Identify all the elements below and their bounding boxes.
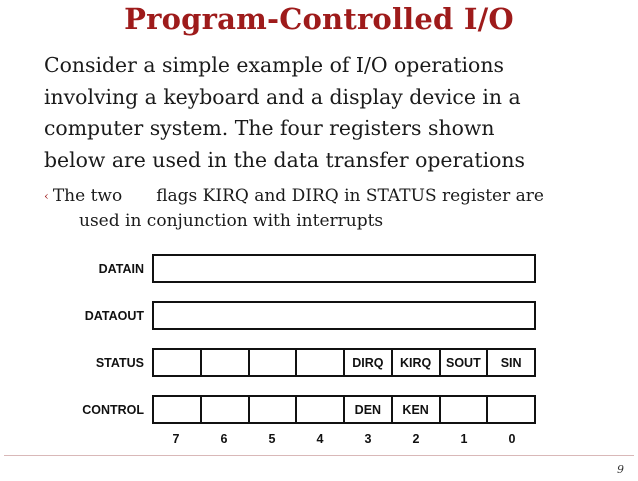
control-bit-2: KEN	[393, 397, 441, 422]
bit-number: 6	[220, 432, 228, 446]
bullet-item	[44, 186, 544, 206]
paragraph-line: below are used in the data transfer operations	[44, 147, 525, 172]
status-bit-2: KIRQ	[393, 350, 441, 375]
bullet-continuation: used in conjunction with interrupts	[79, 211, 384, 231]
bullet-text-end: flags KIRQ and DIRQ in STATUS register are	[156, 186, 544, 206]
paragraph-line: Consider a simple example of I/O operations	[44, 53, 504, 77]
intro-paragraph	[44, 50, 634, 176]
control-bit-0	[488, 397, 534, 422]
control-bit-4	[297, 397, 345, 422]
status-bit-6	[202, 350, 250, 375]
footer-divider	[4, 455, 634, 456]
bit-number: 5	[268, 432, 276, 446]
bit-number: 1	[460, 432, 468, 446]
bullet-text-start: The two	[52, 186, 123, 206]
bit-number: 3	[364, 432, 372, 446]
slide-title: Program-Controlled I/O	[124, 2, 514, 36]
status-bit-5	[250, 350, 298, 375]
status-label: STATUS	[95, 356, 144, 370]
status-bit-7	[154, 350, 202, 375]
status-register	[152, 348, 536, 377]
datain-label: DATAIN	[98, 262, 144, 276]
control-bit-7	[154, 397, 202, 422]
control-register	[152, 395, 536, 424]
status-bit-1: SOUT	[441, 350, 489, 375]
control-bit-1	[441, 397, 489, 422]
dataout-label: DATAOUT	[84, 309, 144, 323]
status-bit-3: DIRQ	[345, 350, 393, 375]
bit-number: 2	[412, 432, 420, 446]
datain-register	[152, 254, 536, 283]
control-bit-3: DEN	[345, 397, 393, 422]
dataout-register	[152, 301, 536, 330]
control-bit-6	[202, 397, 250, 422]
paragraph-line: involving a keyboard and a display device in a	[44, 84, 521, 109]
page-number: 9	[617, 463, 624, 476]
control-label: CONTROL	[82, 403, 144, 417]
bit-number: 4	[316, 432, 324, 446]
bit-number: 7	[172, 432, 180, 446]
bit-number: 0	[508, 432, 516, 446]
bit-number-row	[152, 432, 536, 446]
control-bit-5	[250, 397, 298, 422]
bullet-icon: ‹	[44, 189, 49, 203]
paragraph-line: computer system. The four registers shown	[44, 116, 495, 140]
status-bit-4	[297, 350, 345, 375]
status-bit-0: SIN	[500, 355, 522, 370]
